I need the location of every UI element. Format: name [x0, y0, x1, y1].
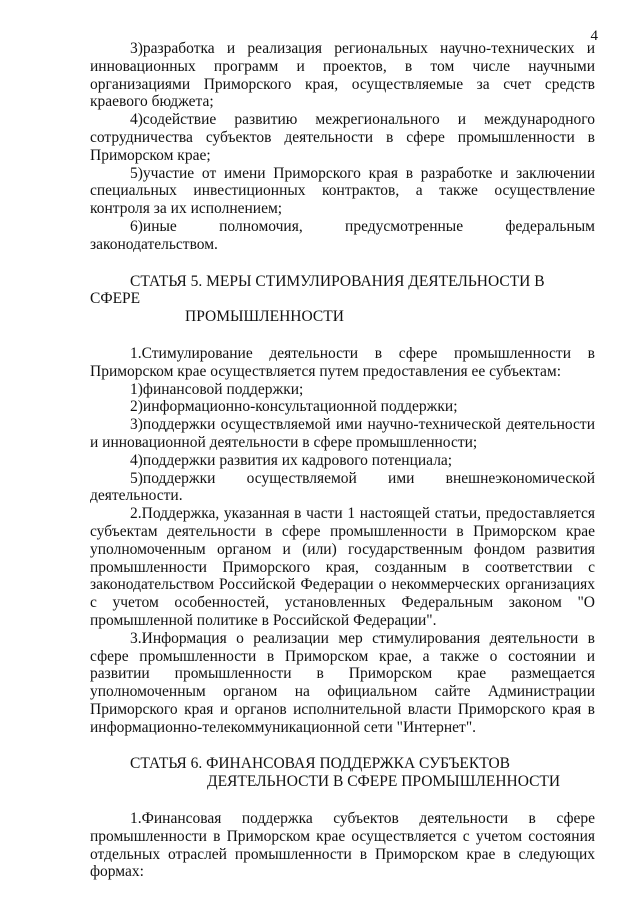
article-6-heading — [90, 755, 595, 791]
article-5-item-3: 3)поддержки осуществляемой ими научно-технической деятельности и инновационной деятельности в сфере промышленности; — [90, 416, 595, 451]
article-6-title-line-1: СТАТЬЯ 6. ФИНАНСОВАЯ ПОДДЕРЖКА СУБЪЕКТОВ — [130, 755, 511, 773]
paragraph-item-5: 5)участие от имени Приморского края в разработке и заключении специальных инвестиционных контрактов, а также осуществление контроля за их исполнением; — [90, 164, 595, 218]
article-5-item-4: 4)поддержки развития их кадрового потенциала; — [130, 451, 453, 469]
article-5-part-2: 2.Поддержка, указанная в части 1 настоящей статьи, предоставляется субъектам деятельности в сфере промышленности в Приморском крае уполномоченным органом и (или) государственным фондом развития промышленности Приморского края, созданным в соответствии с законодательством Российской Федерации о некоммерческих организациях с учетом особенностей, установленных Федеральным законом "О промышленной политике в Российской Федерации". — [90, 505, 595, 629]
article-5-part-1: 1.Стимулирование деятельности в сфере промышленности в Приморском крае осуществляется путем предоставления ее субъектам: — [90, 344, 595, 380]
page-number: 4 — [590, 28, 598, 44]
article-5-heading — [90, 273, 595, 326]
article-5-part-3: 3.Информация о реализации мер стимулирования деятельности в сфере промышленности в Приморском крае, а также о состоянии и развитии промышленности в Приморском крае размещается уполномоченным органом на официальном сайте Администрации Приморского края и органов исполнительной власти Приморского края в информационно-телекоммуникационной сети "Интернет". — [90, 629, 595, 736]
article-5-item-5: 5)поддержки осуществляемой ими внешнеэкономической деятельности. — [90, 469, 595, 505]
article-6-part-1: 1.Финансовая поддержка субъектов деятельности в сфере промышленности в Приморском крае осуществляется с учетом состояния отдельных отраслей промышленности в Приморском крае в следующих формах: — [90, 810, 595, 881]
article-6-title-line-2: ДЕЯТЕЛЬНОСТИ В СФЕРЕ ПРОМЫШЛЕННОСТИ — [207, 773, 561, 791]
paragraph-item-4: 4)содействие развитию межрегионального и международного сотрудничества субъектов деятельности в сфере промышленности в Приморском крае; — [90, 111, 595, 164]
article-5-item-1: 1)финансовой поддержки; — [130, 380, 304, 398]
page-content — [90, 40, 595, 881]
paragraph-item-3: 3)разработка и реализация региональных научно-технических и инновационных программ и проектов, в том числе научными организациями Приморского края, осуществляемые за счет средств краевого бюджета; — [90, 40, 595, 111]
article-5-item-2: 2)информационно-консультационной поддержки; — [130, 398, 458, 416]
article-5-title-line-1: СТАТЬЯ 5. МЕРЫ СТИМУЛИРОВАНИЯ ДЕЯТЕЛЬНОСТИ В СФЕРЕ — [90, 272, 545, 308]
paragraph-item-6: 6)иные полномочия, предусмотренные федеральным законодательством. — [90, 217, 595, 253]
article-5-title-line-2: ПРОМЫШЛЕННОСТИ — [185, 308, 344, 326]
